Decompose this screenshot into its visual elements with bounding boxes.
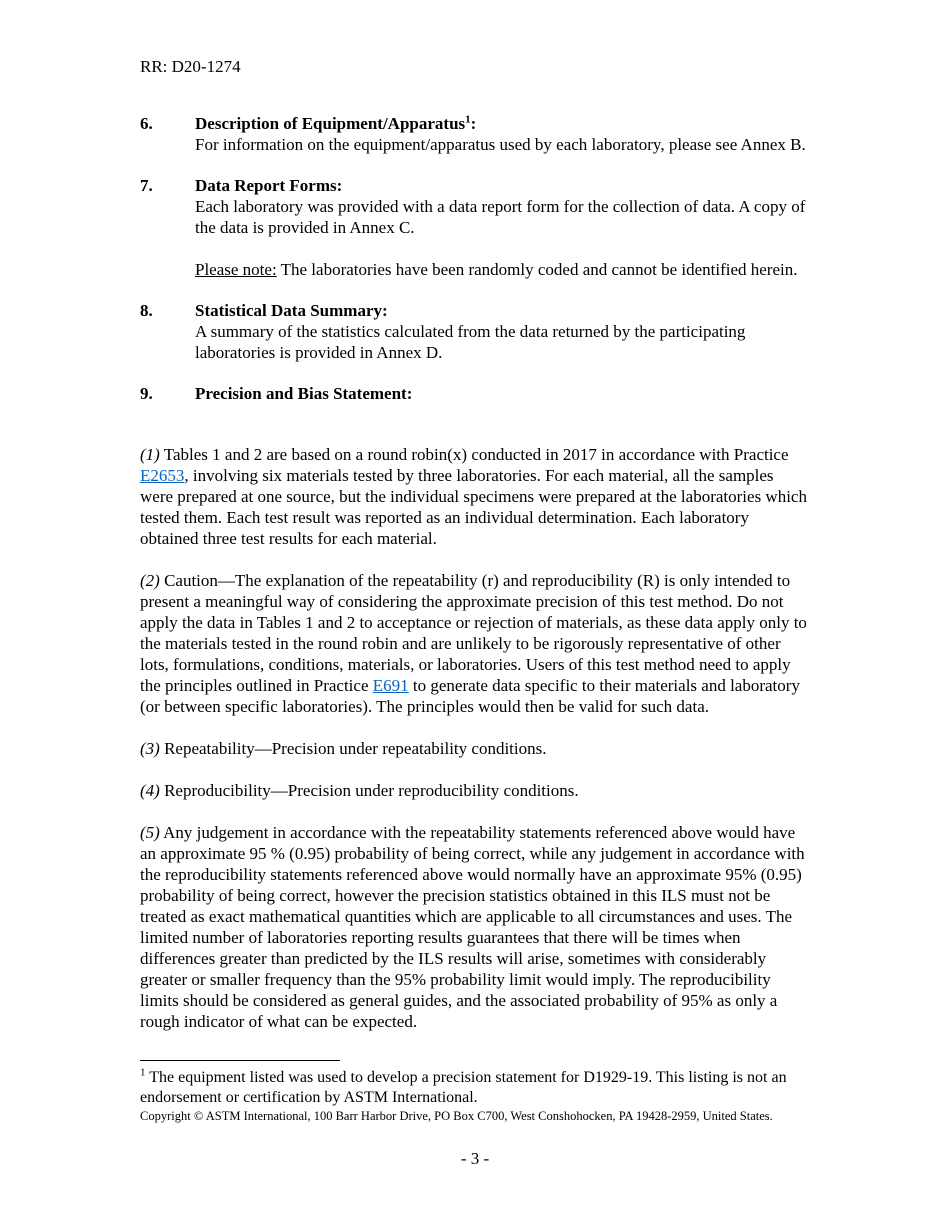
section-6-body: For information on the equipment/apparatus used by each laboratory, please see Annex B. xyxy=(195,135,806,154)
paragraph-4-number: (4) xyxy=(140,781,160,800)
page-footer xyxy=(140,1060,810,1124)
document-header: RR: D20-1274 xyxy=(140,57,241,76)
section-8-body: A summary of the statistics calculated from the data returned by the participating laboratories is provided in Annex D. xyxy=(195,322,746,362)
paragraph-3-text: Repeatability—Precision under repeatability conditions. xyxy=(159,739,547,758)
paragraph-1 xyxy=(140,444,810,549)
section-7-content xyxy=(195,175,810,280)
practice-e2653-link[interactable]: E2653 xyxy=(140,466,185,485)
footnote xyxy=(140,1068,810,1107)
paragraph-4 xyxy=(140,780,810,801)
paragraph-2-text-after-link: to generate data specific to their materials and laboratory (or between specific laboratories). The principles would then be valid for such data. xyxy=(140,676,800,716)
section-7-body: Each laboratory was provided with a data report form for the collection of data. A copy of the data is provided in Annex C. xyxy=(195,197,806,237)
note-text: The laboratories have been randomly coded and cannot be identified herein. xyxy=(276,260,798,279)
paragraph-2-text-before-link: Caution—The explanation of the repeatability (r) and reproducibility (R) is only intended to present a meaningful way of considering the approximate precision of this test method. Do not apply the data in Tables 1 and 2 to acceptance or rejection of materials, as these data apply only to the materials tested in the round robin and are unlikely to be rigorously representative of other lots, formulations, conditions, materials, or laboratories. Users of this test method need to apply the principles outlined in Practice xyxy=(140,571,807,695)
paragraph-1-number: (1) xyxy=(140,445,160,464)
note-label: Please note: xyxy=(195,260,277,279)
copyright-line: Copyright © ASTM International, 100 Barr Harbor Drive, PO Box C700, West Conshohocken, PA 19428-2959, United States. xyxy=(140,1109,773,1123)
paragraph-2 xyxy=(140,570,810,717)
paragraph-1-text-after-link: , involving six materials tested by three laboratories. For each material, all the samples were prepared at one source, but the individual specimens were prepared at the laboratories which tested them. Each test result was reported as an individual determination. Each laboratory obtained three test results for each material. xyxy=(140,466,807,548)
section-9-content xyxy=(195,383,810,404)
section-7-title: Data Report Forms: xyxy=(195,176,343,195)
section-6-title-text: Description of Equipment/Apparatus xyxy=(195,114,466,133)
footnote-separator xyxy=(140,1060,340,1061)
section-8-number: 8. xyxy=(140,301,153,320)
footnote-body: The equipment listed was used to develop a precision statement for D1929-19. This listing is not an endorsement or certification by ASTM International. xyxy=(140,1069,787,1106)
section-6-content xyxy=(195,113,810,155)
section-6 xyxy=(140,113,810,155)
section-9 xyxy=(140,383,810,404)
paragraph-4-text: Reproducibility—Precision under reproducibility conditions. xyxy=(159,781,579,800)
paragraph-1-text-before-link: Tables 1 and 2 are based on a round robin(x) conducted in 2017 in accordance with Practice xyxy=(159,445,789,464)
section-6-title xyxy=(195,113,810,134)
precision-bias-paragraphs xyxy=(140,444,810,1032)
paragraph-5 xyxy=(140,822,810,1032)
section-6-number: 6. xyxy=(140,114,153,133)
paragraph-2-number: (2) xyxy=(140,571,160,590)
paragraph-3-number: (3) xyxy=(140,739,160,758)
section-7 xyxy=(140,175,810,280)
section-7-number: 7. xyxy=(140,176,153,195)
section-9-title: Precision and Bias Statement: xyxy=(195,384,413,403)
paragraph-5-text: Any judgement in accordance with the repeatability statements referenced above would have an approximate 95 % (0.95) probability of being correct, while any judgement in accordance with the reproducibility statements referenced above would normally have an approximate 95% (0.95) probability of being correct, however the precision statistics obtained in this ILS must not be treated as exact mathematical quantities which are applicable to all circumstances and uses. The limited number of laboratories reporting results guarantees that there will be times when differences greater than predicted by the ILS results will arise, sometimes with considerably greater or smaller frequency than the 95% probability limit would imply. The reproducibility limits should be considered as general guides, and the associated probability of 95% as only a rough indicator of what can be expected. xyxy=(140,823,805,1031)
footnote-marker: 1 xyxy=(140,1066,146,1079)
paragraph-5-number: (5) xyxy=(140,823,160,842)
page-number: - 3 - xyxy=(460,1149,490,1168)
section-8-content xyxy=(195,300,810,363)
section-7-note xyxy=(195,259,810,280)
practice-e691-link[interactable]: E691 xyxy=(372,676,409,695)
section-8 xyxy=(140,300,810,363)
section-6-title-colon: : xyxy=(470,114,477,133)
section-9-number: 9. xyxy=(140,384,153,403)
section-8-title: Statistical Data Summary: xyxy=(195,301,388,320)
section-6-footnote-ref: 1 xyxy=(465,113,471,126)
paragraph-3 xyxy=(140,738,810,759)
